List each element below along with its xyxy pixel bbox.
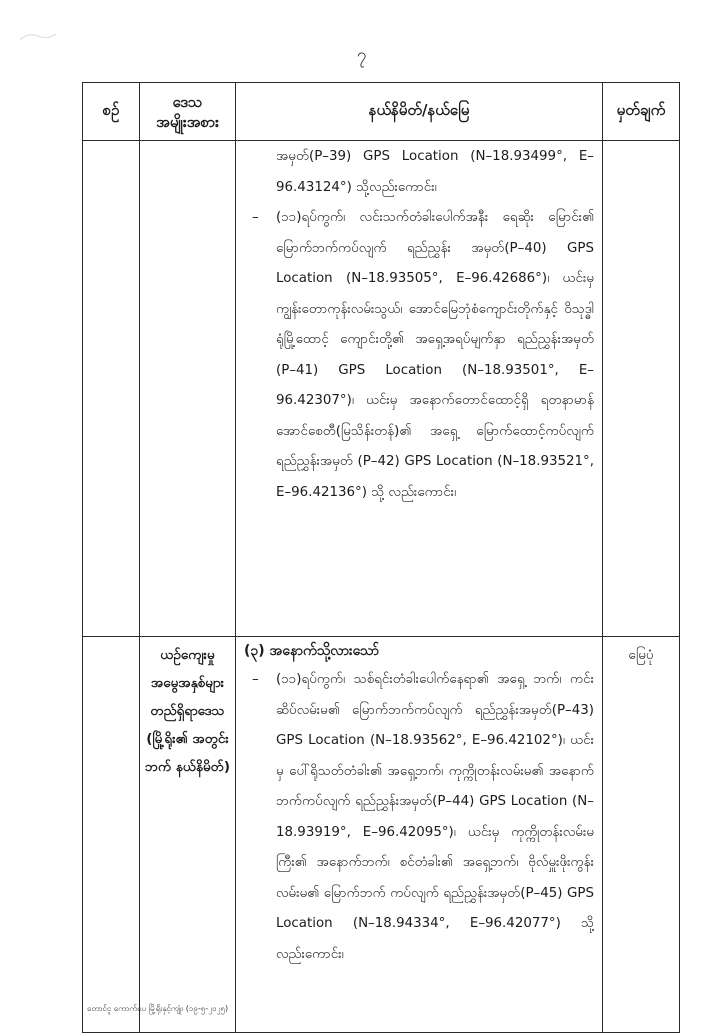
boundary-bullet-item [236, 203, 594, 508]
bullet-dash: – [252, 210, 259, 225]
header-remarks: မှတ်ချက် [603, 83, 680, 141]
cell-boundary [236, 637, 603, 1033]
cell-remark [603, 637, 680, 1033]
cell-serial [83, 637, 140, 1033]
table-header-row [83, 83, 680, 141]
footer-note: တောင်ငူ ကောက်ပေ မြို့ရိုးနှင့်ကျုံး (၁၉-၅-၂၀၂၅) [87, 1004, 229, 1013]
header-boundary: နယ်နိမိတ်/နယ်မြေ [236, 83, 603, 141]
region-name: ယဉ်ကျေးမှု အမွေအနှစ်များ တည်ရှိရာဒေသ (မြို့ရိုး၏ အတွင်းဘက် နယ်နိမိတ်) [144, 647, 230, 775]
table-row [83, 637, 680, 1033]
bullet-dash: – [252, 672, 259, 687]
remark-text: မြေပုံ [628, 647, 654, 663]
header-region-line1: ဒေသ [172, 92, 203, 111]
cell-serial [83, 141, 140, 637]
cell-region [140, 637, 236, 1033]
boundary-bullet-text: (၁၁)ရပ်ကွက်၊ လင်းသက်တံခါးပေါက်အနီး ရေဆိုး မြောင်း၏ မြောက်ဘက်ကပ်လျက် ရည်ညွှန်း အမှတ်(P–40) GPS Location (N–18.93505°, E–96.42686°)၊ ယင်းမှ ကျွန်းတောကုန်းလမ်းသွယ်၊ အောင်မြေဘုံစံကျောင်းတိုက်နှင့် ဝိသုဒ္ဓါရုံမြို့ထောင့် ကျောင်းတို့၏ အရှေ့အရပ်မျက်နှာ ရည်ညွှန်းအမှတ် (P–41) GPS Location (N–18.93501°, E–96.42307°)၊ ယင်းမှ အနောက်တောင်ထောင့်ရှိ ရတနာမာန်အောင်စေတီ(မြသိန်းတန်)၏ အရှေ့ မြောက်ထောင့်ကပ်လျက် ရည်ညွှန်းအမှတ် (P–42) GPS Location (N–18.93521°, E–96.42136°) သို့ လည်းကောင်း၊ [276, 210, 594, 500]
cell-remark [603, 141, 680, 637]
header-serial: စဉ် [83, 83, 140, 141]
header-region-line2: အမျိုးအစား [156, 112, 219, 131]
boundary-bullet-item [236, 665, 594, 970]
scan-smudge [18, 30, 58, 44]
header-region-type [140, 83, 236, 141]
page-number: ၇ [356, 45, 367, 65]
boundary-table [82, 82, 680, 1033]
cell-region [140, 141, 236, 637]
boundary-continuation-paragraph: အမှတ်(P–39) GPS Location (N–18.93499°, E–96.43124°) သို့လည်းကောင်း၊ [276, 149, 594, 195]
boundary-bullet-text: (၁၁)ရပ်ကွက်၊ သစ်ရင်းတံခါးပေါက်နေရာ၏ အရှေ့ ဘက်၊ ကင်းဆိပ်လမ်းမ၏ မြောက်ဘက်ကပ်လျက် ရည်ညွှန်းအမှတ်(P–43) GPS Location (N–18.93562°, E–96.42102°)၊ ယင်းမှ ပေါ်ရိုသတ်တံခါး၏ အရှေ့ဘက်၊ ကုက္ကိုတန်းလမ်းမ၏ အနောက် ဘက်ကပ်လျက် ရည်ညွှန်းအမှတ်(P–44) GPS Location (N–18.93919°, E–96.42095°)၊ ယင်းမှ ကုက္ကိုတန်းလမ်းမကြီး၏ အနောက်ဘက်၊ စင်တံခါး၏ အရှေ့ဘက်၊ ဗိုလ်မှူးဖိုးကွန်းလမ်းမ၏ မြောက်ဘက် ကပ်လျက် ရည်ညွှန်းအမှတ်(P–45) GPS Location (N–18.94334°, E–96.42077°) သို့လည်းကောင်း၊ [276, 672, 594, 962]
section-heading: (၃) အနောက်သို့လားသော် [244, 643, 380, 659]
cell-boundary [236, 141, 603, 637]
table-row [83, 141, 680, 637]
